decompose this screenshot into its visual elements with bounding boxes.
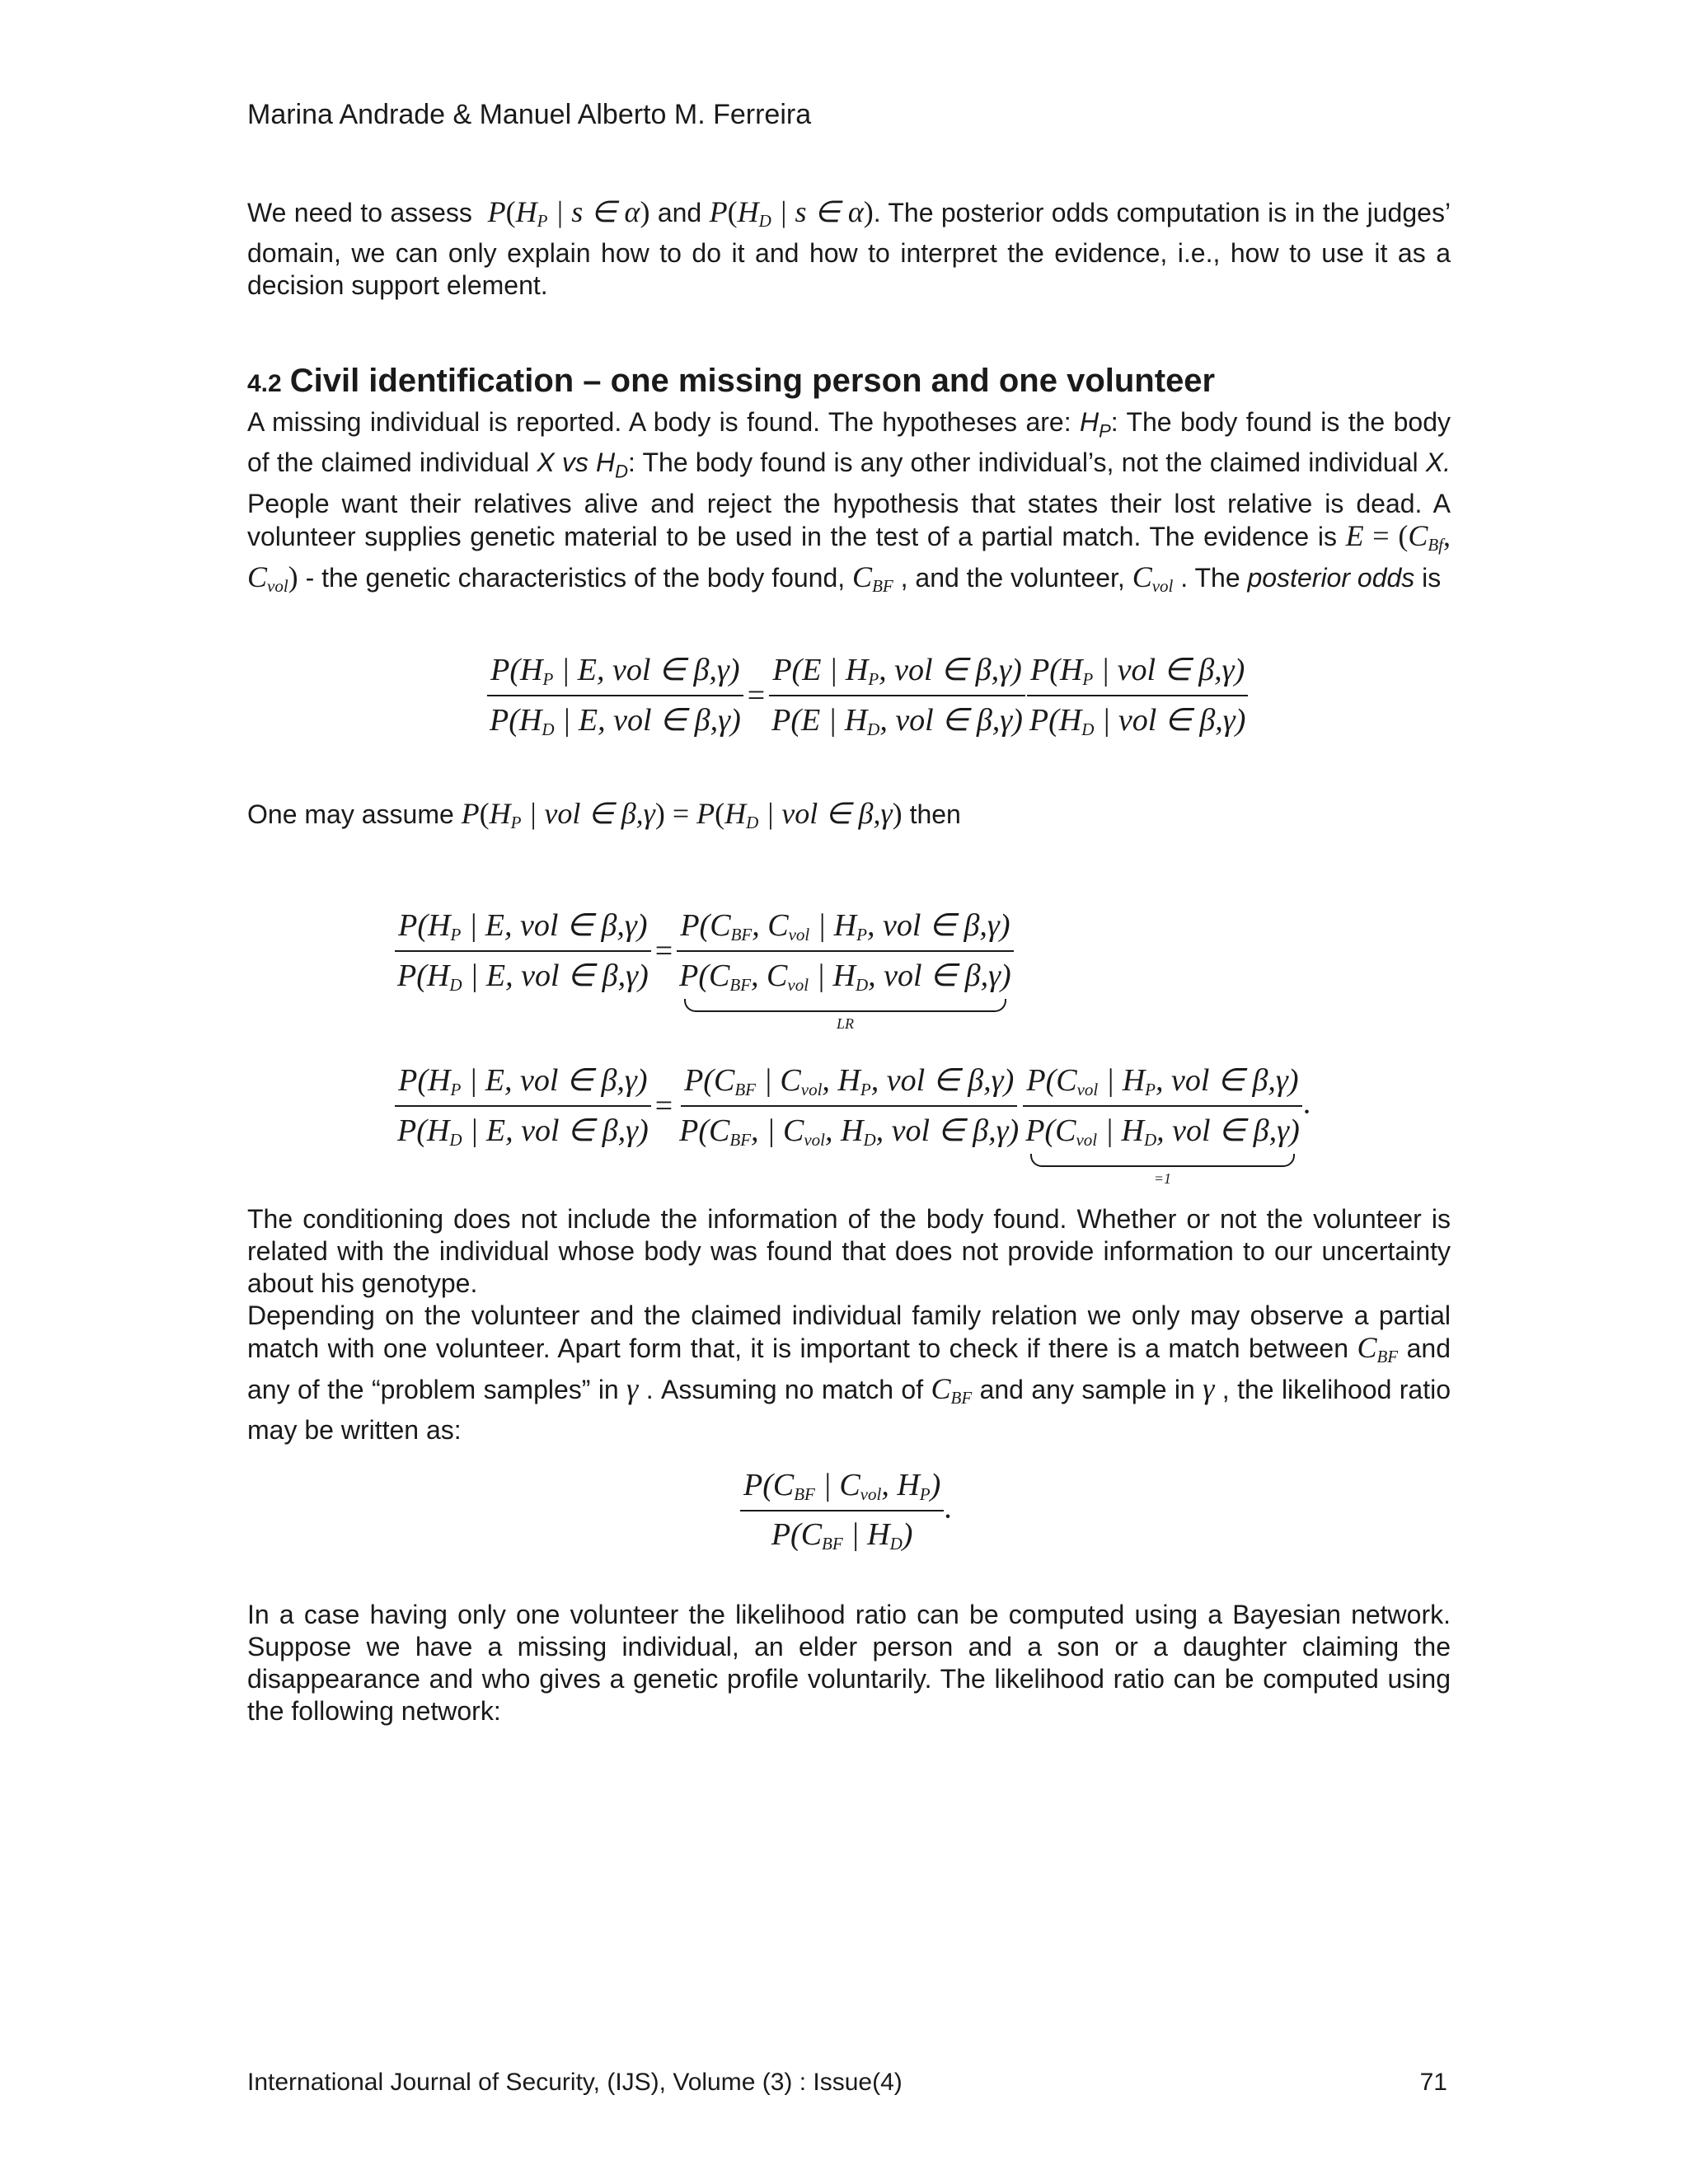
section-number: 4.2 bbox=[247, 370, 282, 397]
intro-paragraph: We need to assess $P(H_P$ | s ∈ α) and $P(H_D$ | s ∈ α). The posterior odds computation is in the judges’ domain, we can only explain how to do it and how to interpret the evidence, i.e., how to use it as a decision support element. bbox=[247, 195, 1451, 300]
likelihood-ratio-equation: $\frac{P(H_P | E, vol \in \beta,\gamma)}{P(H_D | E, vol \in \beta,\gamma)}$ = $P(C_{BF}$, $C_{vol}$ | $H_P$, vol ∈ β,γ) $P(C_{BF}$, $C_{vol}$ | $H_D$, vol ∈ β,γ) LR bbox=[394, 907, 1015, 1033]
simplified-lr-equation: $\frac{P(C_{BF} | C_{vol}, H_P)}{P(C_{BF} | H_D)}$ . bbox=[740, 1467, 952, 1554]
conditioning-paragraph: The conditioning does not include the information of the body found. Whether or not the volunteer is related with the individual whose body was found that does not provide information to our uncertainty about his genotype. Depending on the volunteer and the claimed individual family relation we only may observe a partial match with one volunteer. Apart form that, it is important to check if there is a match between $C_{BF}$ and any of the “problem samples” in γ . Assuming no match of $C_{BF}$ and any sample in γ , the likelihood ratio may be written as: bbox=[247, 1204, 1451, 1445]
factorized-equation: $\frac{P(H_P | E, vol \in \beta,\gamma)}{P(H_D | E, vol \in \beta,\gamma)}$ = $\frac{P(C_{BF} | C_{vol}, H_P, vol \in \beta,\gamma)}{P(C_{BF}, | C_{vol}, H_D, vol \in \beta,\gamma)}$ $P(C_{vol}$ | $H_P$, vol ∈ β,γ) $P(C_{vol}$ | $H_D$, vol ∈ β,γ) =1 . bbox=[394, 1062, 1311, 1188]
page-number: 71 bbox=[1419, 2069, 1447, 2096]
posterior-odds-equation: $\frac{P(H_P | E, vol \in \beta,\gamma)}{P(H_D | E, vol \in \beta,\gamma)}$ = $\frac{P(E | H_P, vol \in \beta,\gamma)}{P(E | H_D, vol \in \beta,\gamma)}$ $\frac{P(H_P | vol \in \beta,\gamma)}{P(H_D | vol \in \beta,\gamma)}$ bbox=[486, 651, 1249, 740]
hypotheses-paragraph: A missing individual is reported. A body is found. The hypotheses are: $H_P$: The body found is the body of the claimed individual X vs $H_D$: The body found is any other individual’s, not the claimed individual X. People want their relatives alive and reject the hypothesis that states their lost relative is dead. A volunteer supplies genetic material to be used in the test of a partial match. The evidence is $E = (C_{Bf}$, $C_{vol}$) - the genetic characteristics of the body found, $C_{BF}$ , and the volunteer, $C_{vol}$ . The posterior odds is bbox=[247, 407, 1451, 596]
underbrace bbox=[1030, 1154, 1295, 1167]
equals-one-label: =1 bbox=[1153, 1170, 1172, 1187]
section-title: Civil identification – one missing person and one volunteer bbox=[289, 363, 1216, 399]
section-heading bbox=[247, 363, 1215, 400]
bayesian-network-paragraph: In a case having only one volunteer the likelihood ratio can be computed using a Bayesian network. Suppose we have a missing individual, an elder person and a son or a daughter claiming the disappearance and who gives a genetic profile voluntarily. The likelihood ratio can be computed using the following network: bbox=[247, 1600, 1451, 1726]
lr-label: LR bbox=[836, 1015, 854, 1032]
running-header: Marina Andrade & Manuel Alberto M. Ferreira bbox=[247, 99, 812, 130]
journal-footer: International Journal of Security, (IJS), Volume (3) : Issue(4) bbox=[247, 2069, 903, 2096]
underbrace bbox=[684, 999, 1006, 1012]
assumption-paragraph: One may assume $P(H_P$ | vol ∈ $\beta,\gamma) = P(H_D$ | vol ∈ β,γ) then bbox=[247, 797, 961, 832]
